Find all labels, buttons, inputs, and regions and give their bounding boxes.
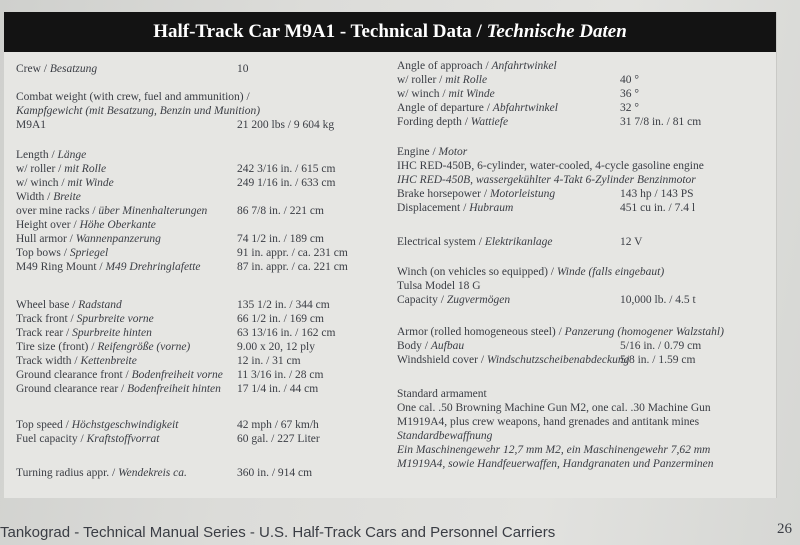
spec-value: 143 hp / 143 PS [620,188,694,200]
spec-label-de: Reifengröße (vorne) [97,341,191,353]
spec-label [397,443,710,457]
spec-label [16,354,137,368]
spec-label-de: Winde (falls eingebaut) [556,266,665,278]
spec-label-de: Höchstgeschwindigkeit [71,419,179,431]
spec-label-de: Abfahrtwinkel [492,102,558,114]
spec-value: 60 gal. / 227 Liter [237,433,320,445]
spec-label [397,457,714,471]
spec-value: 74 1/2 in. / 189 cm [237,233,324,245]
spec-label-en: Tire size (front) / [16,341,98,353]
spec-label [16,104,260,118]
spec-label-en: Armor (rolled homogeneous steel) / [397,326,565,338]
spec-value: 36 ° [620,88,639,100]
spec-label-en: Hull armor / [16,233,76,245]
spec-value: 10 [237,63,249,75]
spec-label [397,429,492,443]
spec-label-de: Motorleistung [489,188,556,200]
spec-label-en: w/ winch / [397,88,449,100]
spec-label [16,298,122,312]
spec-label-en: Body / [397,340,431,352]
spec-value: 40 ° [620,74,639,86]
spec-label [16,466,187,480]
spec-label-de: IHC RED-450B, wassergekühlter 4-Takt 6-Zylinder Benzinmotor [397,174,696,186]
spec-label-de: Radstand [78,299,122,311]
title-main: Half-Track Car M9A1 - Technical Data / [153,21,482,42]
spec-value: 5/16 in. / 0.79 cm [620,340,702,352]
spec-value: 42 mph / 67 km/h [237,419,319,431]
spec-label [16,162,106,176]
spec-label [397,353,629,367]
spec-label-en: M49 Ring Mount / [16,261,106,273]
spec-label-en: One cal. .50 Browning Machine Gun M2, one cal. .30 Machine Gun [397,402,711,414]
spec-label-de: mit Rolle [445,74,488,86]
spec-label [397,265,664,279]
spec-label [16,62,97,76]
spec-value: 32 ° [620,102,639,114]
spec-label [397,339,464,353]
spec-label [397,115,508,129]
spec-value: 87 in. appr. / ca. 221 cm [237,261,348,273]
spec-label [16,312,154,326]
spec-value: 5/8 in. / 1.59 cm [620,354,696,366]
spec-label-en: Windshield cover / [397,354,487,366]
spec-label [397,145,467,159]
spec-label-en: Fording depth / [397,116,471,128]
spec-label [16,418,178,432]
spec-label-de: mit Winde [67,177,114,189]
spec-value: 86 7/8 in. / 221 cm [237,205,324,217]
spec-label [397,235,553,249]
spec-label [16,340,190,354]
spec-value: 10,000 lb. / 4.5 t [620,294,696,306]
spec-label-de: Wendekreis ca. [118,467,187,479]
spec-label-de: mit Winde [448,88,495,100]
spec-label [16,382,221,396]
spec-label-de: Standardbewaffnung [397,430,493,442]
spec-label-en: Standard armament [397,388,487,400]
spec-value: 12 in. / 31 cm [237,355,301,367]
spec-label-en: Angle of approach / [397,60,492,72]
spec-label-en: Height over / [16,219,80,231]
spec-label [397,101,558,115]
spec-value: 249 1/16 in. / 633 cm [237,177,336,189]
spec-label [397,415,699,429]
spec-value: 9.00 x 20, 12 ply [237,341,315,353]
spec-label-en: Brake horsepower / [397,188,490,200]
spec-label-de: Spurbreite hinten [72,327,152,339]
spec-label-de: Zugvermögen [446,294,511,306]
spec-label [16,246,108,260]
spec-label [16,232,161,246]
spec-label-de: M1919A4, sowie Handfeuerwaffen, Handgranaten und Panzerminen [397,458,714,470]
spec-value: 31 7/8 in. / 81 cm [620,116,702,128]
spec-label-en: Ground clearance front / [16,369,132,381]
spec-label-de: Aufbau [430,340,465,352]
spec-label-en: Width / [16,191,54,203]
spec-label-de: mit Rolle [64,163,107,175]
spec-label-en: Angle of departure / [397,102,493,114]
spec-label [397,59,557,73]
page-footer [0,521,800,545]
spec-label-en: Fuel capacity / [16,433,87,445]
spec-label-en: Electrical system / [397,236,485,248]
spec-label-en: Crew / [16,63,50,75]
spec-label-en: w/ roller / [397,74,446,86]
spec-label [16,148,86,162]
spec-label-en: M9A1 [16,119,47,131]
spec-label-en: Capacity / [397,294,447,306]
spec-label-de: Panzerung (homogener Walzstahl) [564,326,724,338]
spec-label-de: Elektrikanlage [484,236,553,248]
spec-label-de: Motor [438,146,468,158]
spec-label-de: Windschutzscheibenabdeckung [486,354,630,366]
spec-label-de: Bodenfreiheit vorne [131,369,223,381]
spec-label [397,173,696,187]
spec-label-en: M1919A4, plus crew weapons, hand grenades and antitank mines [397,416,700,428]
spec-label-de: Anfahrtwinkel [491,60,557,72]
spec-label [16,190,81,204]
spec-label [16,176,114,190]
spec-label [397,325,724,339]
spec-label-en: Wheel base / [16,299,79,311]
spec-label-de: Höhe Oberkante [79,219,156,231]
spec-label [397,201,513,215]
spec-label-en: Tulsa Model 18 G [397,280,481,292]
spec-label [16,326,152,340]
spec-label-en: Top bows / [16,247,70,259]
spec-label [397,187,555,201]
spec-label-en: Track rear / [16,327,73,339]
spec-label-en: Length / [16,149,58,161]
spec-label-de: Ein Maschinengewehr 12,7 mm M2, ein Maschinengewehr 7,62 mm [397,444,711,456]
spec-label-en: Track front / [16,313,77,325]
spec-label-de: Spurbreite vorne [76,313,154,325]
title-italic: Technische Daten [486,21,627,42]
spec-value: 242 3/16 in. / 615 cm [237,163,336,175]
spec-label-en: Winch (on vehicles so equipped) / [397,266,557,278]
spec-label-en: Top speed / [16,419,72,431]
spec-label-de: Länge [57,149,87,161]
table-title [4,12,776,52]
spec-label [16,218,156,232]
spec-label-de: über Minenhalterungen [98,205,208,217]
spec-label-de: Kraftstoffvorrat [86,433,160,445]
spec-label-en: Displacement / [397,202,470,214]
spec-label [397,159,704,173]
spec-label-en: w/ winch / [16,177,68,189]
spec-label-de: Kettenbreite [80,355,137,367]
spec-value: 11 3/16 in. / 28 cm [237,369,324,381]
spec-label-de: Spriegel [69,247,109,259]
spec-label [16,204,207,218]
spec-value: 12 V [620,236,643,248]
spec-label-en: Engine / [397,146,439,158]
spec-label [16,368,223,382]
spec-value: 21 200 lbs / 9 604 kg [237,119,335,131]
spec-label [397,279,481,293]
spec-value: 135 1/2 in. / 344 cm [237,299,330,311]
spec-label [397,401,711,415]
spec-label [397,87,495,101]
spec-value: 63 13/16 in. / 162 cm [237,327,336,339]
spec-label-de: Bodenfreiheit hinten [127,383,221,395]
spec-value: 360 in. / 914 cm [237,467,313,479]
spec-label [397,73,487,87]
spec-label [16,432,159,446]
footer-series-title: Tankograd - Technical Manual Series - U.S. Half-Track Cars and Personnel Carriers [0,524,556,541]
spec-value: 66 1/2 in. / 169 cm [237,313,324,325]
spec-label-en: Track width / [16,355,81,367]
spec-label-de: Hubraum [469,202,514,214]
spec-label-de: Besatzung [49,63,98,75]
spec-label-de: M49 Drehringlafette [105,261,201,273]
spec-label [397,387,487,401]
spec-value: 451 cu in. / 7.4 l [620,202,696,214]
spec-label-en: Combat weight (with crew, fuel and ammunition) / [16,91,250,103]
spec-label-en: Turning radius appr. / [16,467,119,479]
spec-label-de: Breite [53,191,81,203]
spec-value: 91 in. appr. / ca. 231 cm [237,247,348,259]
spec-label [397,293,510,307]
spec-label-en: w/ roller / [16,163,65,175]
spec-label-de: Wannenpanzerung [75,233,161,245]
spec-label [16,118,46,132]
page-number: 26 [777,521,792,537]
spec-label-en: Ground clearance rear / [16,383,128,395]
spec-label-de: Wattiefe [470,116,509,128]
spec-label-de: Kampfgewicht (mit Besatzung, Benzin und Munition) [16,105,261,117]
spec-label [16,90,250,104]
spec-label-en: over mine racks / [16,205,99,217]
spec-label [16,260,201,274]
spec-value: 17 1/4 in. / 44 cm [237,383,319,395]
spec-label-en: IHC RED-450B, 6-cylinder, water-cooled, 4-cycle gasoline engine [397,160,704,172]
